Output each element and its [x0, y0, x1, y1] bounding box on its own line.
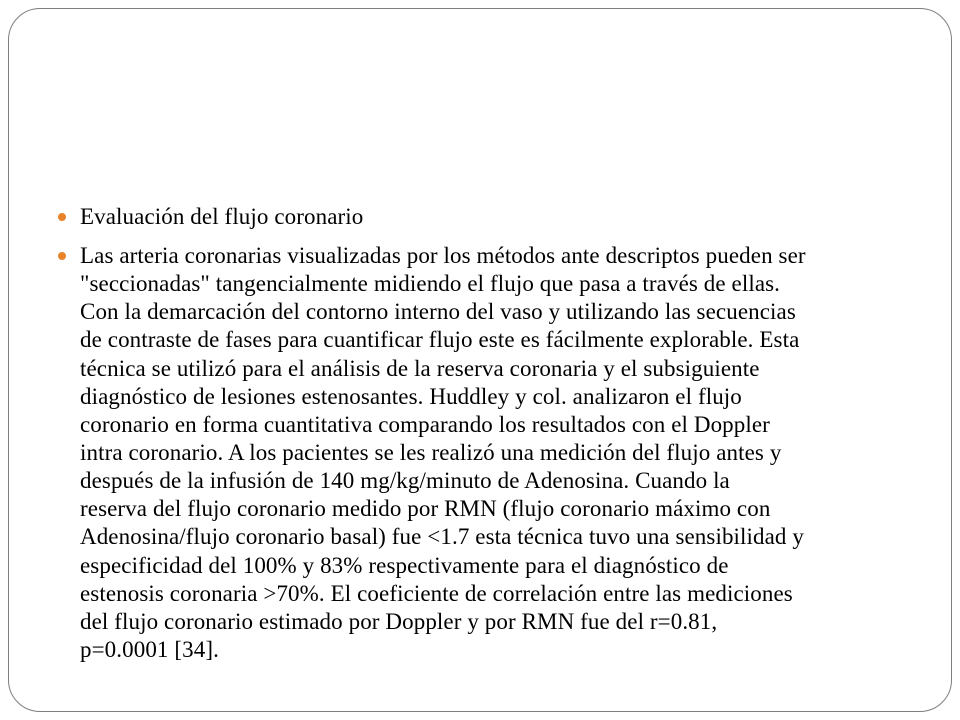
bullet-text-line: coronario en forma cuantitativa comparando los resultados con el Doppler	[80, 411, 770, 437]
bullet-text-line: estenosis coronaria >70%. El coeficiente de correlación entre las mediciones	[80, 580, 793, 606]
bullet-text-line: especificidad del 100% y 83% respectivamente para el diagnóstico de	[80, 552, 729, 578]
bullet-text-line: Adenosina/flujo coronario basal) fue <1.7 esta técnica tuvo una sensibilidad y	[80, 524, 804, 550]
bullet-text-line: reserva del flujo coronario medido por RMN (flujo coronario máximo con	[80, 496, 771, 522]
bullet-text-line: diagnóstico de lesiones estenosantes. Huddley y col. analizaron el flujo	[80, 383, 742, 409]
bullet-text-line: de contraste de fases para cuantificar flujo este es fácilmente explorable. Esta	[80, 327, 800, 353]
bullet-text-line: intra coronario. A los pacientes se les realizó una medición del flujo antes y	[80, 439, 782, 465]
bullet-text-line: después de la infusión de 140 mg/kg/minuto de Adenosina. Cuando la	[80, 468, 730, 494]
bullet-item	[80, 242, 930, 664]
bullet-text-line: del flujo coronario estimado por Doppler y por RMN fue del r=0.81,	[80, 608, 718, 634]
bullet-text-line: "seccionadas" tangencialmente midiendo el flujo que pasa a través de ellas.	[80, 271, 781, 297]
bullet-text-line: Con la demarcación del contorno interno del vaso y utilizando las secuencias	[80, 299, 796, 325]
bullet-dot-icon	[58, 213, 66, 221]
bullet-item	[80, 203, 930, 231]
bullet-heading: Evaluación del flujo coronario	[80, 204, 364, 229]
bullet-dot-icon	[58, 252, 66, 260]
bullet-text-line: p=0.0001 [34].	[80, 636, 219, 662]
bullet-text-line: Las arteria coronarias visualizadas por los métodos ante descriptos pueden ser	[80, 243, 806, 268]
bullet-text-line: técnica se utilizó para el análisis de la reserva coronaria y el subsiguiente	[80, 355, 760, 381]
